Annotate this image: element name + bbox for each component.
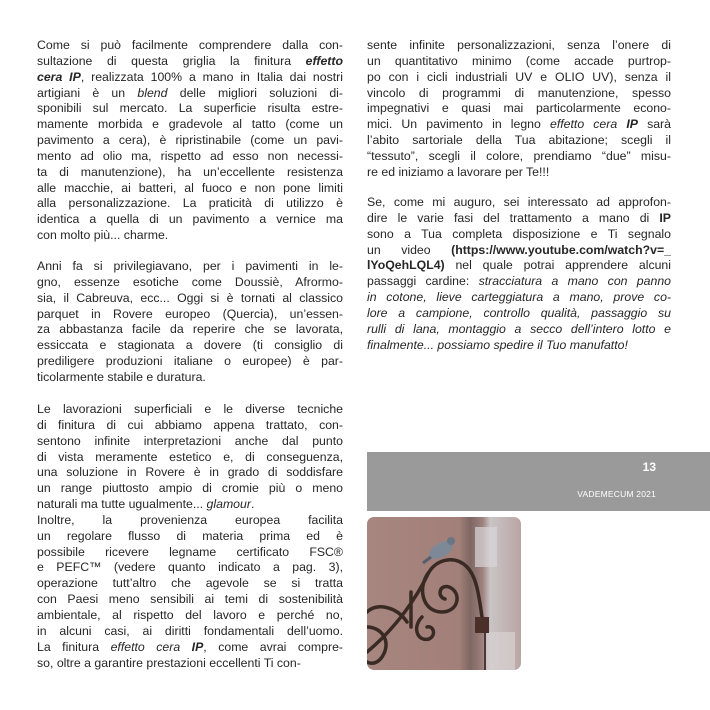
- text-line: [37, 70, 343, 86]
- text-run: mento ad olio ma, rispetto ad esso non necessi-: [37, 148, 343, 163]
- text-line: [37, 481, 343, 497]
- text-run: gno, essenze esotiche come Doussiè, Afrormo-: [37, 274, 343, 289]
- text-line: [367, 243, 671, 259]
- text-run: .: [250, 497, 255, 512]
- text-run: con Paesi meno sensibili ai temi di sostenibilità: [37, 592, 343, 607]
- emphasized-text: effetto cera: [549, 117, 627, 132]
- text-run: passaggi cardine:: [367, 274, 479, 289]
- text-run: nel quale potrai apprendere alcuni: [444, 258, 671, 273]
- text-line: [37, 133, 343, 149]
- text-run: con molto più... charme.: [37, 228, 169, 243]
- text-run: delle migliori soluzioni di-: [167, 85, 343, 100]
- paragraph: [367, 195, 671, 353]
- emphasized-text: finalmente... possiamo spedire il Tuo manufatto!: [367, 337, 628, 352]
- text-run: identica a quella di un pavimento a vernice ma: [37, 212, 343, 227]
- text-line: [37, 165, 343, 181]
- text-run: , realizzata 100% a mano in Italia dai nostri: [80, 69, 343, 84]
- text-run: e PEFC™ (vedere quanto indicato a pag. 3),: [37, 560, 343, 575]
- text-run: Anni fa si privilegiavano, per i pavimenti in le-: [37, 259, 343, 273]
- text-run: “tessuto”, scegli il colore, prendiamo “due” misu-: [367, 148, 671, 163]
- text-line: [37, 656, 343, 672]
- text-line: [367, 322, 671, 338]
- text-line: [367, 165, 671, 181]
- text-line: [367, 117, 671, 133]
- text-line: [37, 497, 343, 513]
- text-line: [37, 354, 343, 370]
- photo-illustration: [367, 517, 521, 670]
- text-run: alla personalizzazione. La praticità di utilizzo è: [37, 196, 343, 211]
- wrought-iron-pigeon-photo: [367, 517, 521, 670]
- emphasized-text: IP: [659, 210, 671, 225]
- text-run: Le lavorazioni superficiali e le diverse tecniche: [37, 402, 343, 416]
- text-run: mamente morbida e gradevole al tatto (come un: [37, 117, 343, 132]
- publication-title: VADEMECUM 2021: [577, 489, 656, 499]
- emphasized-text: rulli di lana, montaggio a secco dell’intero lotto e: [367, 321, 671, 336]
- emphasized-text: effetto: [305, 53, 343, 68]
- text-run: ta di manutenzione), ha un’eccellente resistenza: [37, 164, 343, 179]
- text-run: sono a Tua completa disposizione e Ti segnalo: [367, 226, 671, 241]
- text-run: una soluzione in Rovere è in grado di soddisfare: [37, 465, 343, 480]
- text-run: naturali ma tutte ugualmente...: [37, 497, 207, 512]
- text-line: [37, 181, 343, 197]
- text-line: [37, 196, 343, 212]
- emphasized-text: cera IP: [37, 69, 81, 84]
- text-line: [37, 529, 343, 545]
- emphasized-text: stracciatura a mano con panno: [478, 274, 671, 289]
- text-line: [37, 465, 343, 481]
- text-line: [367, 338, 671, 354]
- text-run: mici. Un pavimento in legno: [367, 117, 550, 132]
- paragraph: [367, 38, 671, 181]
- text-run: dire le varie fasi del trattamento a mano di: [367, 210, 660, 225]
- text-line: [37, 212, 343, 228]
- text-run: sponibili sul mercato. La superficie risulta estre-: [37, 101, 343, 116]
- text-line: [37, 338, 343, 354]
- emphasized-text: IP: [191, 639, 204, 654]
- text-line: [37, 545, 343, 561]
- text-line: [37, 117, 343, 133]
- page-number: 13: [642, 460, 656, 474]
- text-line: [37, 291, 343, 307]
- text-run: artigiani è un: [37, 85, 138, 100]
- emphasized-text: blend: [137, 85, 168, 100]
- text-line: [37, 418, 343, 434]
- emphasized-text: lore a campione, controllo qualità, passaggio su: [367, 305, 671, 320]
- text-run: La finitura: [37, 639, 111, 654]
- text-run: alle macchie, ai batteri, al fuoco e non pone limiti: [37, 180, 343, 195]
- text-line: [37, 592, 343, 608]
- text-line: [37, 322, 343, 338]
- text-line: [37, 54, 343, 70]
- text-run: impegnativi e quasi mai particolarmente econo-: [367, 101, 671, 116]
- text-run: so, oltre a garantire prestazioni eccellenti Ti con-: [37, 655, 301, 670]
- text-line: [37, 101, 343, 117]
- text-run: po con i cicli industriali UV e OLIO UV), senza il: [367, 69, 671, 84]
- text-run: essiccata e stagionata a dovere (ti consiglio di: [37, 338, 343, 353]
- text-line: [37, 38, 343, 54]
- text-run: possibile ricevere legname certificato FSC®: [37, 544, 343, 559]
- text-run: Se, come mi auguro, sei interessato ad approfon-: [367, 195, 671, 209]
- text-line: [37, 560, 343, 576]
- text-line: [367, 101, 671, 117]
- text-run: vincolo di programmi di manutenzione, spesso: [367, 85, 671, 100]
- emphasized-text: IP: [626, 117, 638, 132]
- text-line: [37, 370, 343, 386]
- text-run: parquet in Rovere europeo (Quercia), un’essen-: [37, 306, 343, 321]
- text-line: [367, 133, 671, 149]
- text-line: [37, 434, 343, 450]
- text-line: [37, 513, 343, 529]
- text-line: [37, 275, 343, 291]
- text-run: pavimento a cera), è ripristinabile (come un pavi-: [37, 133, 343, 148]
- text-line: [367, 70, 671, 86]
- emphasized-text: (https://www.youtube.com/watch?v=_: [451, 242, 671, 257]
- text-line: [37, 228, 343, 244]
- text-run: in alcuni casi, ai diritti fondamentali dell’uomo.: [37, 623, 343, 638]
- text-line: [367, 86, 671, 102]
- text-line: [367, 38, 671, 54]
- emphasized-text: effetto cera: [110, 639, 192, 654]
- page-footer-band: [367, 452, 710, 511]
- emphasized-text: in cotone, lieve carteggiatura a mano, prove co-: [367, 290, 671, 305]
- text-line: [37, 450, 343, 466]
- text-line: [37, 402, 343, 418]
- text-run: za abbastanza facile da reperire che se lavorata,: [37, 322, 343, 337]
- text-line: [367, 211, 671, 227]
- paragraph: [37, 259, 343, 386]
- text-run: operazione tutt’altro che agevole se si tratta: [37, 576, 343, 591]
- text-line: [367, 54, 671, 70]
- text-run: di finitura di cui abbiamo appena trattato, con-: [37, 417, 343, 432]
- text-line: [367, 227, 671, 243]
- text-run: sia, il Cabreuva, ecc... Oggi si è tornati al classico: [37, 290, 343, 305]
- paragraph: [37, 38, 343, 244]
- text-line: [37, 149, 343, 165]
- text-line: [367, 258, 671, 274]
- text-line: [37, 576, 343, 592]
- text-run: un regolare flusso di materia prima ed è: [37, 528, 343, 543]
- text-run: ticolarmente stabile e duratura.: [37, 369, 206, 384]
- text-line: [367, 195, 671, 211]
- text-line: [37, 86, 343, 102]
- text-line: [367, 274, 671, 290]
- text-run: , come avrai compre-: [203, 639, 343, 654]
- text-run: un quantitativo minimo (come accade purtrop-: [367, 53, 671, 68]
- text-line: [367, 306, 671, 322]
- text-run: ambientale, al rispetto del lavoro e perché no,: [37, 607, 343, 622]
- text-run: sarà: [637, 117, 671, 132]
- text-line: [37, 608, 343, 624]
- text-run: sultazione di questa griglia la finitura: [37, 53, 306, 68]
- text-line: [37, 640, 343, 656]
- text-run: sente infinite personalizzazioni, senza l’onere di: [367, 38, 671, 52]
- text-run: Inoltre, la provenienza europea facilita: [37, 512, 343, 527]
- text-run: prediligere produzioni italiane o europee) è par-: [37, 354, 343, 369]
- text-run: sentono infinite interpretazioni anche dal punto: [37, 433, 343, 448]
- text-line: [367, 290, 671, 306]
- text-run: Come si può facilmente comprendere dalla con-: [37, 38, 343, 52]
- text-line: [367, 149, 671, 165]
- text-line: [37, 307, 343, 323]
- paragraph: [37, 402, 343, 671]
- text-line: [37, 259, 343, 275]
- text-line: [37, 624, 343, 640]
- text-run: re ed iniziamo a lavorare per Te!!!: [367, 164, 550, 179]
- text-run: l’abito sartoriale della Tua abitazione; scegli il: [367, 133, 671, 148]
- text-run: un video: [367, 242, 452, 257]
- text-run: di vista meramente estetico e, di conseguenza,: [37, 449, 343, 464]
- emphasized-text: lYoQehLQL4): [367, 258, 445, 273]
- text-run: un range piuttosto ampio di cromie più o meno: [37, 481, 343, 496]
- emphasized-text: glamour: [206, 497, 251, 512]
